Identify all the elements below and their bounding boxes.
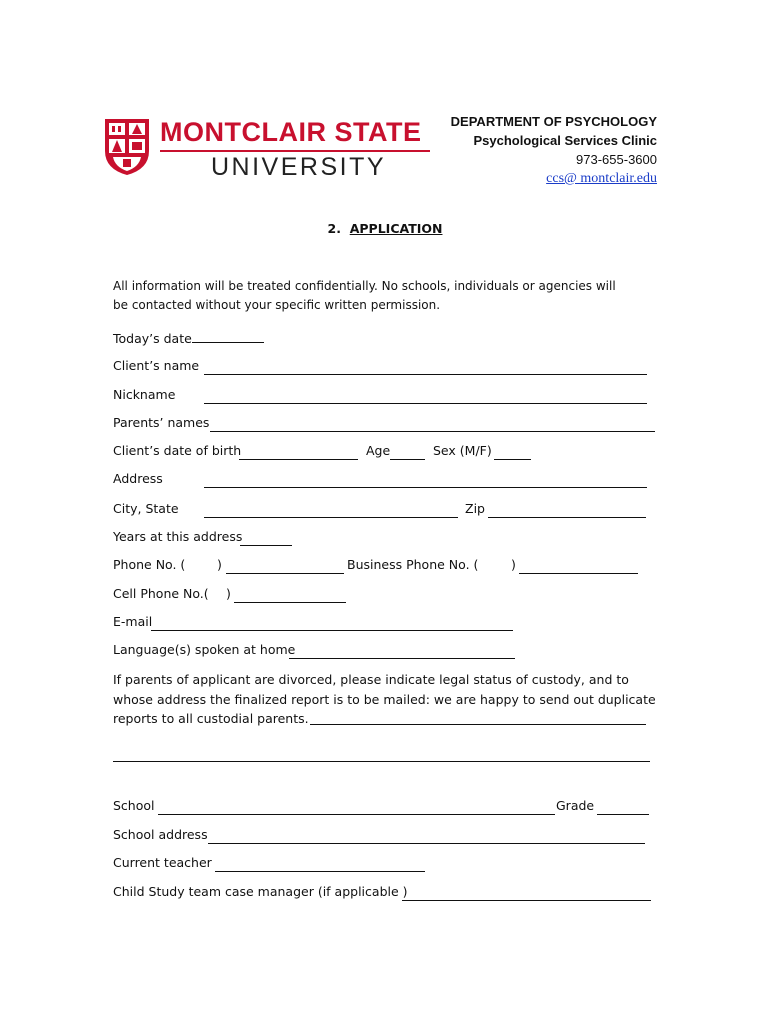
- todays-date-label: Today’s date: [113, 331, 192, 346]
- logo-subtitle: UNIVERSITY: [211, 153, 387, 181]
- school-field[interactable]: [158, 813, 555, 815]
- zip-label: Zip: [465, 501, 485, 516]
- cell-phone-paren-close: ): [226, 586, 231, 601]
- university-shield-icon: [103, 117, 151, 177]
- clinic-name: Psychological Services Clinic: [473, 133, 657, 148]
- client-name-field[interactable]: [204, 373, 647, 375]
- grade-field[interactable]: [597, 813, 649, 815]
- cell-phone-label: Cell Phone No.(: [113, 586, 209, 601]
- sex-field[interactable]: [494, 458, 531, 460]
- school-label: School: [113, 798, 155, 813]
- email-field[interactable]: [151, 629, 513, 631]
- todays-date-row: [113, 330, 264, 346]
- custody-field-line-2[interactable]: [113, 760, 650, 762]
- city-state-field[interactable]: [204, 516, 458, 518]
- case-manager-label: Child Study team case manager (if applicable ): [113, 884, 408, 899]
- department-name: DEPARTMENT OF PSYCHOLOGY: [450, 114, 657, 129]
- current-teacher-label: Current teacher: [113, 855, 212, 870]
- client-dob-label: Client’s date of birth: [113, 443, 242, 458]
- todays-date-field[interactable]: [192, 330, 264, 343]
- client-name-label: Client’s name: [113, 358, 200, 373]
- parents-names-field[interactable]: [210, 430, 655, 432]
- business-phone-field[interactable]: [519, 572, 638, 574]
- logo-name: MONTCLAIR STATE: [160, 117, 422, 147]
- school-address-label: School address: [113, 827, 208, 842]
- clinic-email-link[interactable]: ccs@ montclair.edu: [546, 171, 657, 186]
- university-logo: [103, 117, 433, 183]
- current-teacher-field[interactable]: [215, 870, 425, 872]
- section-heading: [0, 221, 770, 236]
- years-at-address-field[interactable]: [240, 544, 292, 546]
- section-title: APPLICATION: [349, 221, 443, 236]
- school-address-field[interactable]: [208, 842, 645, 844]
- section-number: 2.: [327, 221, 341, 236]
- sex-label: Sex (M/F): [433, 443, 492, 458]
- languages-field[interactable]: [289, 657, 515, 659]
- phone-label: Phone No. (: [113, 557, 186, 572]
- phone-field[interactable]: [226, 572, 344, 574]
- email-label: E-mail: [113, 614, 153, 629]
- case-manager-field[interactable]: [402, 899, 651, 901]
- confidentiality-notice: All information will be treated confidentially. No schools, individuals or agencies will be contacted without your specific written permission.: [113, 279, 616, 312]
- city-state-label: City, State: [113, 501, 179, 516]
- nickname-label: Nickname: [113, 387, 176, 402]
- custody-field-line-1[interactable]: [310, 723, 646, 725]
- zip-field[interactable]: [488, 516, 646, 518]
- grade-label: Grade: [556, 798, 595, 813]
- clinic-phone: 973-655-3600: [576, 152, 657, 167]
- address-field[interactable]: [204, 486, 647, 488]
- nickname-field[interactable]: [204, 402, 647, 404]
- languages-label: Language(s) spoken at home: [113, 642, 296, 657]
- years-at-address-label: Years at this address: [113, 529, 243, 544]
- logo-divider: [160, 150, 430, 152]
- age-field[interactable]: [390, 458, 425, 460]
- cell-phone-field[interactable]: [234, 601, 346, 603]
- parents-names-label: Parents’ names: [113, 415, 210, 430]
- custody-instructions: If parents of applicant are divorced, please indicate legal status of custody, and to whose address the finalized report is to be mailed: we are happy to send out duplicate reports to all custodial parents.: [113, 672, 656, 726]
- business-phone-label: Business Phone No. (: [347, 557, 479, 572]
- client-dob-field[interactable]: [239, 458, 358, 460]
- department-contact-block: [451, 112, 657, 188]
- phone-paren-close: ): [217, 557, 222, 572]
- business-phone-paren-close: ): [511, 557, 516, 572]
- address-label: Address: [113, 471, 163, 486]
- age-label: Age: [366, 443, 391, 458]
